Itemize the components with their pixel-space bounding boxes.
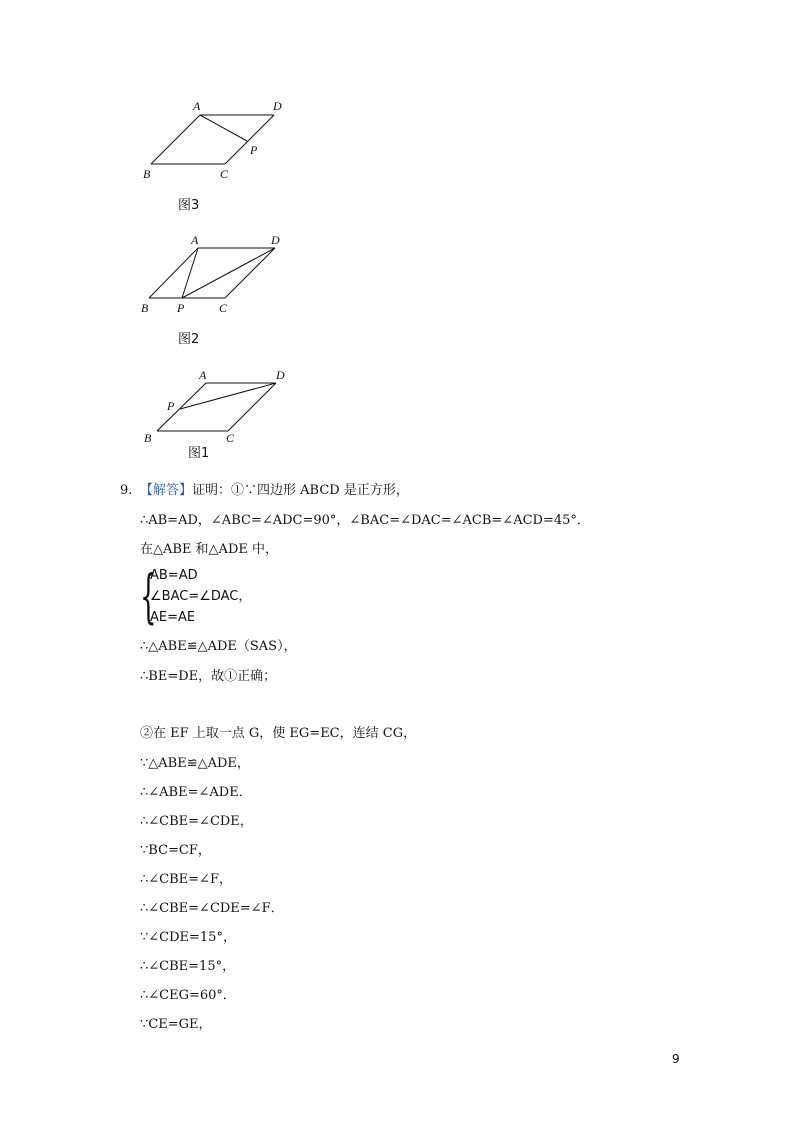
- solution-line: ∵BC=CF，: [140, 843, 211, 858]
- solution-line: ∴BE=DE，故①正确；: [140, 669, 277, 684]
- solution-line: ∵△ABE≌△ADE，: [140, 756, 250, 771]
- figure-3: [140, 96, 300, 186]
- label-C: C: [226, 431, 235, 445]
- solution-line: ∴AB=AD，∠ABC=∠ADC=90°，∠BAC=∠DAC=∠ACB=∠ACD=45°．: [140, 513, 590, 528]
- solution-line: ∴∠CBE=15°，: [140, 959, 236, 974]
- solution-line: ∴∠CBE=∠CDE，: [140, 814, 253, 829]
- label-A: A: [199, 368, 207, 382]
- solution-line: ∴∠CBE=∠F，: [140, 872, 232, 887]
- solution-line: ②在 EF 上取一点 G，使 EG=EC，连结 CG，: [140, 726, 417, 741]
- brace-symbol: {: [140, 562, 157, 630]
- label-C: C: [219, 301, 228, 315]
- solution-header: [140, 481, 409, 501]
- page-number: 9: [672, 1052, 680, 1066]
- label-P: P: [167, 399, 175, 413]
- label-P: P: [177, 301, 185, 315]
- equation-system: [140, 562, 300, 630]
- label-B: B: [143, 167, 151, 181]
- label-A: A: [193, 99, 201, 113]
- solution-line: ∴△ABE≌△ADE（SAS），: [140, 639, 297, 654]
- solution-line: ∴∠CEG=60°．: [140, 988, 236, 1003]
- label-B: B: [144, 431, 152, 445]
- figure-3-caption: 图3: [178, 198, 200, 213]
- figure-1-diagram: [140, 366, 300, 446]
- figure-1: [140, 366, 300, 446]
- label-D: D: [276, 368, 285, 382]
- label-B: B: [141, 301, 149, 315]
- system-line: AB=AD: [150, 568, 198, 583]
- figure-3-diagram: [140, 96, 300, 186]
- solution-line: ∴∠CBE=∠CDE=∠F．: [140, 901, 284, 916]
- solution-line: 在△ABE 和△ADE 中，: [140, 542, 278, 557]
- solution-line: ∵CE=GE，: [140, 1017, 212, 1032]
- solution-line: 证明：①∵四边形 ABCD 是正方形，: [192, 483, 409, 498]
- figure-2: [140, 230, 300, 320]
- question-number: 9.: [120, 483, 133, 498]
- label-P: P: [250, 143, 258, 157]
- label-D: D: [273, 99, 282, 113]
- figure-2-caption: 图2: [178, 332, 200, 347]
- label-D: D: [271, 233, 280, 247]
- label-C: C: [220, 167, 229, 181]
- system-line: AE=AE: [150, 610, 196, 625]
- solution-line: ∴∠ABE=∠ADE．: [140, 785, 252, 800]
- figure-2-diagram: [140, 230, 300, 320]
- solution-line: ∵∠CDE=15°，: [140, 930, 236, 945]
- system-line: ∠BAC=∠DAC，: [150, 589, 252, 604]
- figure-1-caption: 图1: [188, 446, 210, 461]
- answer-tag: 【解答】: [140, 483, 193, 498]
- label-A: A: [191, 233, 199, 247]
